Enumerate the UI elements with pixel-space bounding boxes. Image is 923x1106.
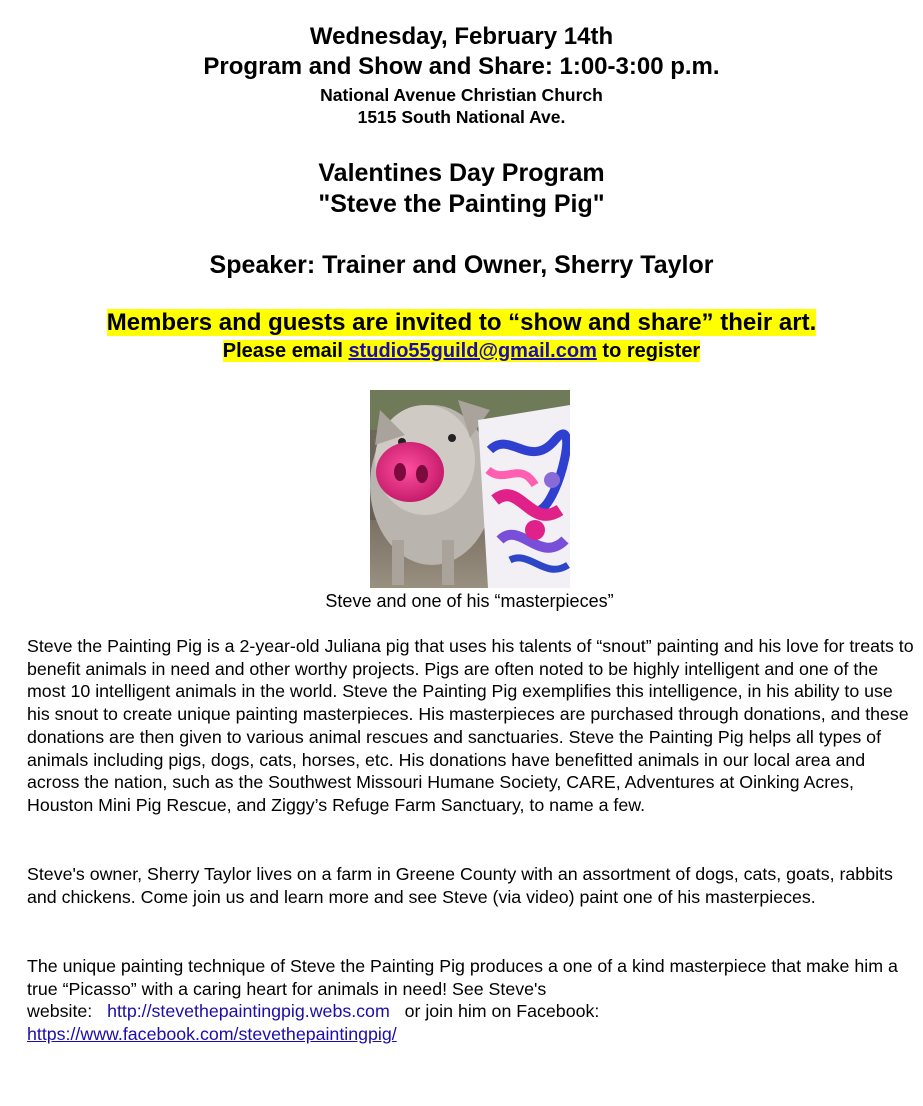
email-link[interactable]: studio55guild@gmail.com <box>348 340 597 362</box>
register-prefix: Please email <box>222 340 349 362</box>
register-highlight <box>223 340 700 362</box>
program-subtitle: "Steve the Painting Pig" <box>318 190 605 218</box>
facebook-prompt: or join him on Facebook: <box>404 1001 600 1022</box>
paragraph-3-text: The unique painting technique of Steve the Painting Pig produces a one of a kind masterpiece that make him a true “Picasso” with a caring heart for animals in need! See Steve's <box>27 956 898 999</box>
facebook-link[interactable]: https://www.facebook.com/stevethepaintingpig/ <box>27 1024 397 1045</box>
body-paragraph-1: Steve the Painting Pig is a 2-year-old Juliana pig that uses his talents of “snout” painting and his love for treats to benefit animals in need and other worthy projects. Pigs are often noted to be highly intelligent and one of the most 10 intelligent animals in the world. Steve the Painting Pig exemplifies this intelligence, in his ability to use his snout to create unique painting masterpieces. His masterpieces are purchased through donations, and these donations are then given to various animal rescues and sanctuaries. Steve the Painting Pig helps all types of animals including pigs, dogs, cats, horses, etc. His donations have benefitted animals in our local area and across the nation, such as the Southwest Missouri Humane Society, CARE, Adventures at Oinking Acres, Houston Mini Pig Rescue, and Ziggy’s Refuge Farm Sanctuary, to name a few. <box>27 636 914 815</box>
program-title: Valentines Day Program <box>318 159 605 187</box>
website-label: website: <box>27 1001 93 1022</box>
body-paragraph-2: Steve's owner, Sherry Taylor lives on a farm in Greene County with an assortment of dogs, cats, goats, rabbits and chickens. Come join us and learn more and see Steve (via video) paint one of his masterpieces. <box>27 864 893 907</box>
register-suffix: to register <box>596 340 701 362</box>
location-name: National Avenue Christian Church <box>320 85 603 105</box>
body-paragraph-3 <box>27 955 917 1046</box>
website-link[interactable]: http://stevethepaintingpig.webs.com <box>107 1001 390 1022</box>
register-line <box>0 339 923 364</box>
location-address: 1515 South National Ave. <box>357 107 566 127</box>
event-date: Wednesday, February 14th <box>309 23 614 50</box>
invite-line <box>0 308 923 338</box>
photo-caption: Steve and one of his “masterpieces” <box>325 591 614 611</box>
invite-highlight: Members and guests are invited to “show and share” their art. <box>106 309 817 336</box>
pig-painting-photo <box>370 390 570 588</box>
speaker-line: Speaker: Trainer and Owner, Sherry Taylor <box>209 251 714 279</box>
program-time: Program and Show and Share: 1:00-3:00 p.m. <box>203 53 720 80</box>
pig-photo-illustration <box>370 390 570 588</box>
